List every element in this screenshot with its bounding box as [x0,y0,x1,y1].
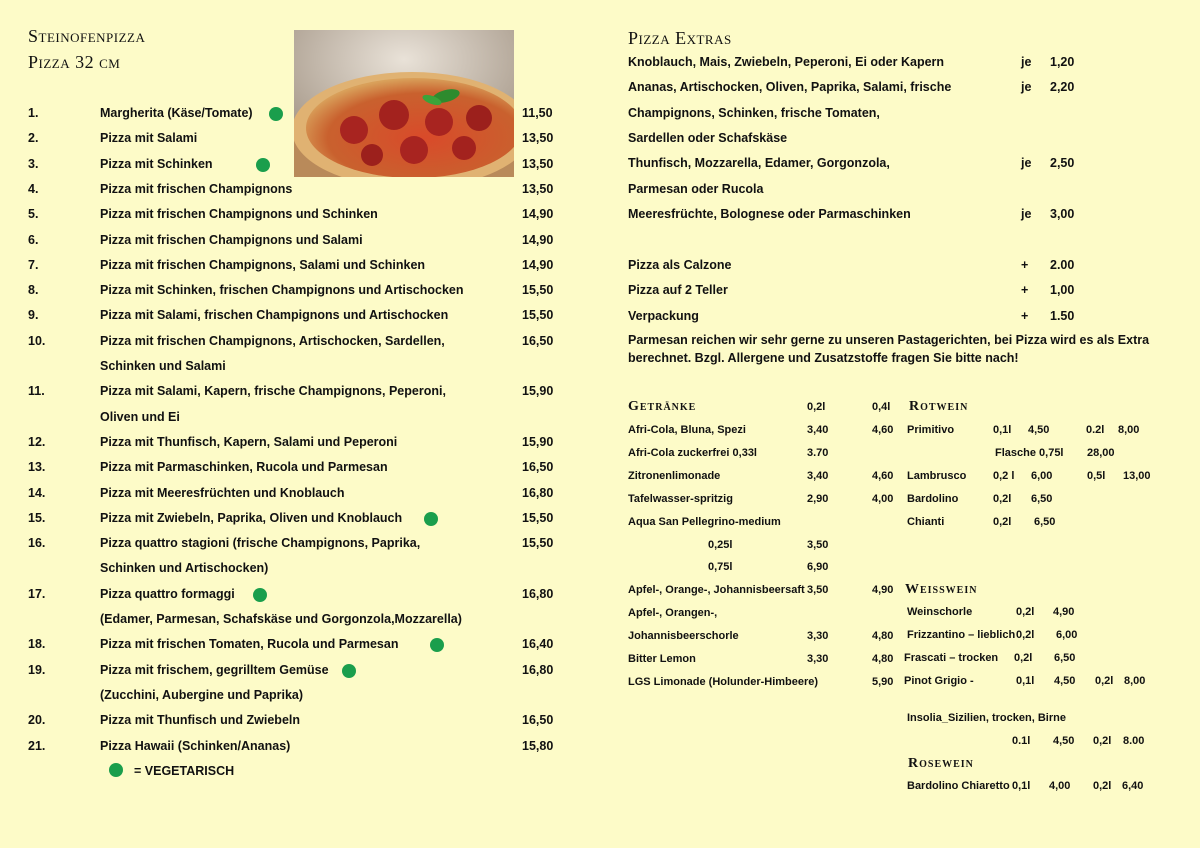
rotwein-price: 6,50 [1031,492,1053,505]
extra-price: 2,20 [1050,80,1075,95]
rotwein-size: 0,2 l [993,469,1015,482]
option-text: Pizza auf 2 Teller [628,283,728,298]
pizza-price: 16,50 [522,333,554,348]
pizza-price: 15,50 [522,510,554,525]
weisswein-price: 8,00 [1124,674,1146,687]
extra-text: Thunfisch, Mozzarella, Edamer, Gorgonzola, [628,156,890,171]
rosewein-price1: 4,00 [1049,780,1071,792]
extra-price: 3,00 [1050,206,1075,221]
drink-name: Tafelwasser-spritzig [628,492,733,505]
pizza-name: Pizza mit frischen Champignons und Salami [100,232,363,247]
rotwein-price: 8,00 [1118,424,1140,436]
extra-price: 2,50 [1050,156,1075,171]
rotwein-name: Lambrusco [907,469,967,482]
drink-price-small: 3,50 [807,584,829,597]
insolia-size1: 0.1l [1012,735,1031,747]
menu-title: Steinofenpizza [28,26,146,46]
vegetarian-dot-icon [269,107,283,121]
pizza-name: Pizza mit Thunfisch und Zwiebeln [100,713,301,728]
pizza-name: Pizza mit Meeresfrüchten und Knoblauch [100,485,345,500]
rotwein-price: 4,50 [1028,424,1050,436]
pizza-price: 16,50 [522,713,554,728]
pizza-name: Pizza mit frischen Champignons [100,181,293,196]
pizza-price: 16,80 [522,662,554,677]
pizza-number: 13. [28,460,46,475]
pizza-number: 2. [28,131,39,146]
option-sign: + [1021,308,1029,323]
pizza-name: Pizza mit frischen Champignons, Salami und Schinken [100,257,426,272]
parmesan-note-line1: Parmesan reichen wir sehr gerne zu unseren Pastagerichten, bei Pizza wird es als Extra [628,333,1150,347]
drink-name: Apfel-, Orangen-, [628,607,718,620]
pizza-price: 16,50 [522,460,554,475]
pizza-number: 6. [28,232,39,247]
weisswein-size: 0,2l [1016,606,1035,618]
rotwein-name: Primitivo [907,424,955,436]
extra-je: je [1021,206,1032,221]
vegetarian-dot-icon [342,664,356,678]
weisswein-name: Pinot Grigio - [904,674,974,687]
pizza-number: 11. [28,384,45,399]
rotwein-price: 6,00 [1031,469,1053,482]
drink-price-large: 4,80 [872,630,894,643]
rosewein-price2: 6,40 [1122,780,1144,792]
pizza-price: 14,90 [522,207,554,222]
pizza-name: Pizza mit frischem, gegrilltem Gemüse [100,662,329,677]
pizza-name: Pizza mit Schinken [100,156,213,171]
drink-name: LGS Limonade (Holunder-Himbeere) [628,675,819,688]
drink-name: 0,75l [708,561,733,574]
extra-je: je [1021,55,1032,69]
rosewein-size1: 0,1l [1012,780,1031,792]
drinks-title: Getränke [628,399,697,414]
pizza-name: Pizza mit Zwiebeln, Paprika, Oliven und Knoblauch [100,510,403,525]
vegetarian-dot-icon [253,588,267,602]
pizza-number: 5. [28,207,39,222]
pizza-price: 15,50 [522,536,554,551]
pizza-name-continued: Oliven und Ei [100,409,180,424]
pizza-number: 18. [28,637,46,652]
drink-price-large: 4,80 [872,653,894,665]
pizza-price: 13,50 [522,156,554,171]
drink-price-large: 5,90 [872,675,894,688]
pizza-number: 8. [28,283,39,298]
extra-text: Meeresfrüchte, Bolognese oder Parmaschinken [628,206,911,221]
rotwein-size: 0,5l [1087,469,1106,482]
pizza-number: 14. [28,485,46,500]
pizza-number: 21. [28,738,46,753]
pizza-price: 16,40 [522,637,554,652]
pizza-price: 15,50 [522,283,554,298]
weisswein-price: 6,00 [1056,628,1078,641]
pizza-name-continued: (Zucchini, Aubergine und Paprika) [100,687,304,702]
pizza-number: 3. [28,156,39,171]
pizza-price: 15,50 [522,308,554,323]
pizza-number: 15. [28,510,46,525]
option-sign: + [1021,258,1029,272]
vegetarian-dot-icon [430,638,444,652]
pizza-price: 15,80 [522,738,554,753]
pizza-name: Pizza Hawaii (Schinken/Ananas) [100,738,291,753]
drink-price-small: 3.70 [807,446,829,459]
extra-text: Champignons, Schinken, frische Tomaten, [628,105,880,120]
option-price: 1,00 [1050,283,1075,298]
vegetarian-legend: = VEGETARISCH [134,764,235,778]
rotwein-size: Flasche 0,75l [995,446,1064,459]
vegetarian-dot-icon [109,763,123,777]
pizza-name-continued: Schinken und Artischocken) [100,561,269,576]
weisswein-price: 4,50 [1054,674,1076,687]
pizza-price: 15,90 [522,384,554,399]
pizza-number: 1. [28,106,39,120]
extra-je: je [1021,80,1032,95]
rosewein-size2: 0,2l [1093,780,1112,792]
pizza-name-continued: Schinken und Salami [100,359,226,373]
pizza-number: 12. [28,434,46,449]
pizza-number: 16. [28,536,46,551]
weisswein-name: Frascati – trocken [904,651,999,664]
extras-title: Pizza Extras [628,28,732,48]
pizza-number: 10. [28,333,46,348]
option-price: 2.00 [1050,258,1075,272]
rotwein-name: Chianti [907,515,945,528]
weisswein-size: 0,2l [1014,651,1033,664]
pizza-number: 19. [28,662,46,677]
drink-price-small: 3,40 [807,424,829,436]
insolia-price1: 4,50 [1053,735,1075,747]
drink-price-small: 3,40 [807,469,829,482]
pizza-name: Pizza quattro stagioni (frische Champignons, Paprika, [100,536,421,551]
drink-price-small: 3,50 [807,538,829,551]
weisswein-title: Weisswein [905,582,978,597]
rotwein-size: 0,2l [993,515,1012,528]
pizza-name-continued: (Edamer, Parmesan, Schafskäse und Gorgonzola,Mozzarella) [100,612,462,626]
insolia-name: Insolia_Sizilien, trocken, Birne [907,712,1066,724]
pizza-name: Pizza mit frischen Champignons und Schinken [100,207,378,222]
pizza-price: 16,80 [522,485,554,500]
option-sign: + [1021,283,1029,298]
extra-text: Ananas, Artischocken, Oliven, Paprika, Salami, frische [628,80,952,95]
extra-text: Sardellen oder Schafskäse [628,130,788,145]
drink-price-small: 3,30 [807,653,829,665]
vegetarian-dot-icon [256,158,270,172]
drink-name: 0,25l [708,538,733,551]
rotwein-name: Bardolino [907,492,959,505]
weisswein-size: 0,2l [1095,674,1114,687]
pizza-number: 9. [28,308,39,323]
pizza-name: Margherita (Käse/Tomate) [100,106,253,120]
drink-price-small: 2,90 [807,492,829,505]
extra-price: 1,20 [1050,55,1075,69]
parmesan-note-line2: berechnet. Bzgl. Allergene und Zusatzstoffe fragen Sie bitte nach! [628,351,1019,365]
drink-name: Aqua San Pellegrino-medium [628,515,781,528]
pizza-number: 17. [28,586,46,601]
weisswein-price: 6,50 [1054,651,1076,664]
pizza-name: Pizza mit Thunfisch, Kapern, Salami und Peperoni [100,434,398,449]
option-price: 1.50 [1050,308,1075,323]
menu-subtitle: Pizza 32 cm [28,52,121,72]
rotwein-size: 0,1l [993,424,1012,436]
insolia-price2: 8.00 [1123,735,1145,747]
pizza-name: Pizza mit Parmaschinken, Rucola und Parmesan [100,460,388,475]
rotwein-size: 28,00 [1087,446,1115,459]
rotwein-size: 0.2l [1086,424,1105,436]
drink-name: Afri-Cola zuckerfrei 0,33l [628,446,757,459]
pizza-price: 11,50 [522,106,553,120]
vegetarian-dot-icon [424,512,438,526]
weisswein-name: Weinschorle [907,606,973,618]
option-text: Pizza als Calzone [628,258,732,272]
weisswein-size: 0,2l [1016,628,1035,641]
pizza-name: Pizza mit frischen Tomaten, Rucola und Parmesan [100,637,399,652]
drink-name: Johannisbeerschorle [628,630,739,643]
pizza-price: 16,80 [522,586,554,601]
drinks-size-large: 0,4l [872,401,891,413]
pizza-price: 13,50 [522,181,554,196]
drink-name: Apfel-, Orange-, Johannisbeersaft [628,584,805,597]
rosewein-name: Bardolino Chiaretto [907,780,1010,792]
pizza-name: Pizza mit frischen Champignons, Artischocken, Sardellen, [100,333,445,348]
pizza-name: Pizza mit Salami, frischen Champignons und Artischocken [100,308,449,323]
drink-price-large: 4,60 [872,469,894,482]
option-text: Verpackung [628,308,699,323]
drink-name: Zitronenlimonade [628,469,721,482]
rotwein-price: 13,00 [1123,469,1151,482]
pizza-price: 15,90 [522,434,554,449]
drink-price-small: 3,30 [807,630,829,643]
extra-text: Parmesan oder Rucola [628,181,764,196]
pizza-number: 7. [28,257,39,272]
rotwein-size: 0,2l [993,492,1012,505]
drink-price-small: 6,90 [807,561,829,574]
rotwein-price: 6,50 [1034,515,1056,528]
drink-price-large: 4,60 [872,424,894,436]
pizza-number: 20. [28,713,46,728]
insolia-size2: 0,2l [1093,735,1112,747]
weisswein-name: Frizzantino – lieblich [907,628,1016,641]
pizza-name: Pizza quattro formaggi [100,586,235,601]
drink-price-large: 4,90 [872,584,894,597]
pizza-price: 13,50 [522,131,554,146]
extra-je: je [1021,156,1032,171]
pizza-name: Pizza mit Salami, Kapern, frische Champignons, Peperoni, [100,384,446,399]
drink-name: Bitter Lemon [628,653,696,665]
drink-price-large: 4,00 [872,492,894,505]
weisswein-size: 0,1l [1016,674,1035,687]
pizza-name: Pizza mit Salami [100,131,198,146]
pizza-number: 4. [28,181,39,196]
drink-name: Afri-Cola, Bluna, Spezi [628,424,746,436]
pizza-price: 14,90 [522,257,554,272]
rotwein-title: Rotwein [909,399,969,414]
pizza-photo [294,30,514,177]
pizza-price: 14,90 [522,232,554,247]
rosewein-title: Rosewein [908,756,974,771]
pizza-name: Pizza mit Schinken, frischen Champignons und Artischocken [100,283,464,298]
drinks-size-small: 0,2l [807,401,826,413]
extra-text: Knoblauch, Mais, Zwiebeln, Peperoni, Ei oder Kapern [628,55,945,69]
weisswein-price: 4,90 [1053,606,1075,618]
